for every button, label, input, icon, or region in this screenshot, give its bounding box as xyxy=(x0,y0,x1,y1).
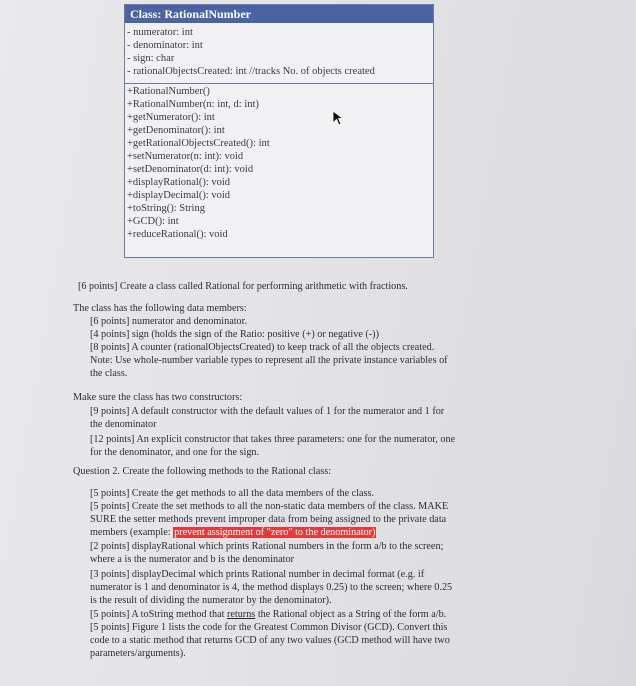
member-item: [8 points] A counter (rationalObjectsCreated) to keep track of all the objects created. xyxy=(90,342,435,353)
constructor-item: for the denominator, and one for the sign. xyxy=(90,447,260,458)
uml-class-title: Class: RationalNumber xyxy=(125,5,433,23)
example-prefix: members (example: xyxy=(90,527,171,538)
uml-methods xyxy=(125,84,433,241)
uml-method: +GCD(): int xyxy=(127,216,179,227)
mouse-pointer-icon xyxy=(332,110,346,126)
highlighted-example: prevent assignment of "zero" to the denominator) xyxy=(174,527,376,538)
uml-method: +displayRational(): void xyxy=(127,177,231,188)
constructor-item: [9 points] A default constructor with the default values of 1 for the numerator and 1 for xyxy=(90,406,445,417)
note-line: Note: Use whole-number variable types to represent all the private instance variables of xyxy=(90,355,448,366)
uml-attribute: - denominator: int xyxy=(127,40,203,51)
method-item xyxy=(90,527,376,539)
intro-line: [6 points] Create a class called Rational for performing arithmetic with fractions. xyxy=(78,281,408,292)
method-item: code to a static method that returns GCD of any two values (GCD method will have two xyxy=(90,635,450,646)
uml-method: +displayDecimal(): void xyxy=(127,190,231,201)
member-item: [4 points] sign (holds the sign of the Ratio: positive (+) or negative (-)) xyxy=(90,329,379,340)
method-item: [5 points] Create the set methods to all the non-static data members of the class. MAKE xyxy=(90,501,449,512)
tostring-prefix: [5 points] A toString method that xyxy=(90,609,227,620)
uml-method: +setDenominator(d: int): void xyxy=(127,164,254,175)
method-item: parameters/arguments). xyxy=(90,648,186,659)
method-item: [5 points] Figure 1 lists the code for the Greatest Common Divisor (GCD). Convert this xyxy=(90,622,448,633)
tostring-suffix: the Rational object as a String of the form a/b. xyxy=(255,609,447,620)
uml-attribute: - numerator: int xyxy=(127,27,193,38)
method-item: is the result of dividing the numerator by the denominator). xyxy=(90,595,332,606)
method-item: where a is the numerator and b is the denominator xyxy=(90,554,294,565)
uml-method: +RationalNumber() xyxy=(127,86,210,97)
member-item: [6 points] numerator and denominator. xyxy=(90,316,248,327)
constructor-item: the denominator xyxy=(90,419,157,430)
uml-attribute: - rationalObjectsCreated: int //tracks No. of objects created xyxy=(127,66,375,77)
uml-method: +toString(): String xyxy=(127,203,205,214)
uml-method: +setNumerator(n: int): void xyxy=(127,151,244,162)
tostring-returns: returns xyxy=(226,609,256,620)
uml-method: +getDenominator(): int xyxy=(127,125,225,136)
uml-method: +getNumerator(): int xyxy=(127,112,215,123)
method-item: numerator is 1 and denominator is 4, the method displays 0.25) to the screen; where 0.25 xyxy=(90,582,453,593)
uml-class-diagram xyxy=(124,4,434,258)
uml-attributes xyxy=(125,23,433,84)
method-item: SURE the setter methods prevent improper data from being assigned to the private data xyxy=(90,514,447,525)
uml-method: +getRationalObjectsCreated(): int xyxy=(127,138,270,149)
method-item: [2 points] displayRational which prints Rational numbers in the form a/b to the screen; xyxy=(90,541,444,552)
question-2-heading: Question 2. Create the following methods to the Rational class: xyxy=(73,466,332,477)
members-heading: The class has the following data members: xyxy=(73,303,247,314)
uml-method: +RationalNumber(n: int, d: int) xyxy=(127,99,259,110)
method-item: [3 points] displayDecimal which prints Rational number in decimal format (e.g. if xyxy=(90,569,425,580)
method-item: [5 points] Create the get methods to all the data members of the class. xyxy=(90,488,375,499)
method-item xyxy=(90,609,446,621)
note-line: the class. xyxy=(90,368,128,379)
uml-attribute: - sign: char xyxy=(127,53,175,64)
constructor-item: [12 points] An explicit constructor that takes three parameters: one for the numerator, one xyxy=(90,434,456,445)
constructors-heading: Make sure the class has two constructors: xyxy=(73,392,243,403)
uml-method: +reduceRational(): void xyxy=(127,229,228,240)
